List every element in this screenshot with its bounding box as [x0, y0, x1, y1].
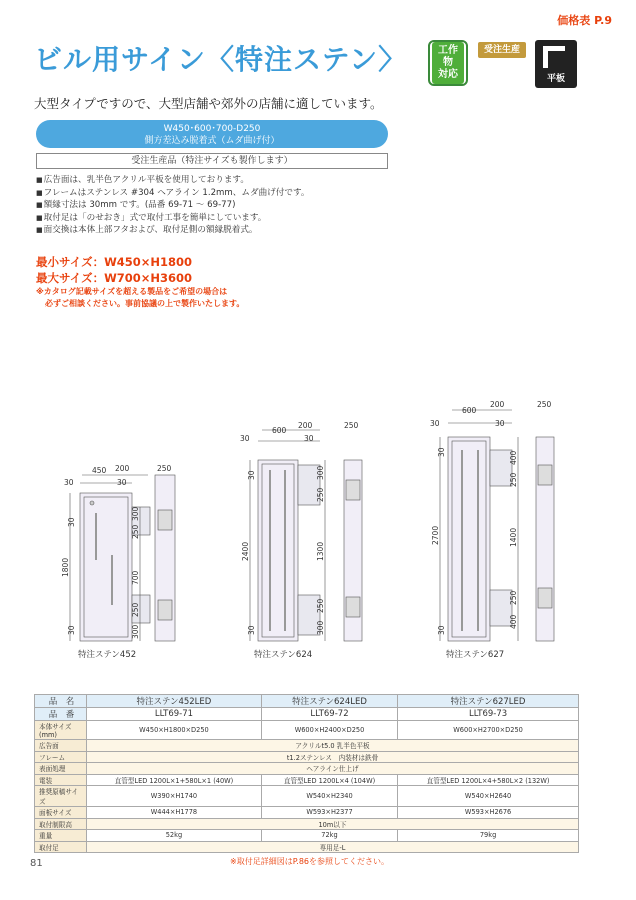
- table-cell: 直管型LED 1200L×1+580L×1 (40W): [87, 774, 262, 786]
- table-cell: t1.2ステンレス 内装材は鉄骨: [87, 751, 579, 763]
- dim-frame-r: 30: [495, 419, 505, 428]
- table-cell: W600×H2700×D250: [398, 721, 579, 740]
- dim-lower: 250: [509, 590, 518, 605]
- table-cell: 専用足-L: [87, 841, 579, 853]
- size-note-2: 必ずご相談ください。事前協議の上で製作いたします。: [45, 299, 245, 308]
- dim-frame-r: 30: [304, 434, 314, 443]
- table-cell: 直管型LED 1200L×4+580L×2 (132W): [398, 774, 579, 786]
- dim-upper: 250: [131, 524, 140, 539]
- dim-lower: 250: [131, 602, 140, 617]
- size-note-1: ※カタログ記載サイズを超える製品をご希望の場合は: [36, 287, 228, 296]
- table-cell: LLT69-72: [261, 708, 397, 721]
- table-header-cell: 品 名: [35, 695, 87, 708]
- table-header-row: [35, 695, 579, 708]
- feature-item: ■ 取付足は「のせおき」式で取付工事を簡単にしています。: [36, 212, 309, 225]
- feature-item: ■ 広告面は、乳半色アクリル平板を使用しております。: [36, 174, 309, 187]
- table-cell: W600×H2400×D250: [261, 721, 397, 740]
- subtitle: 大型タイプですので、大型店舗や郊外の店舗に適しています。: [34, 96, 383, 111]
- table-cell: W540×H2340: [261, 786, 397, 807]
- drawing-624: [250, 430, 362, 641]
- table-cell: ヘアライン仕上げ: [87, 763, 579, 775]
- dim-upper: 300: [316, 465, 325, 480]
- dim-bottom: 30: [67, 625, 76, 635]
- table-cell: W593×H2377: [261, 807, 397, 819]
- spec-band-line2: 側方差込み脱着式（ムダ曲げ付）: [144, 136, 280, 146]
- row-label: 重量: [35, 830, 87, 842]
- made-to-order-badge: 受注生産: [478, 42, 526, 58]
- row-label: 電装: [35, 774, 87, 786]
- dim-foot: 200: [115, 464, 130, 473]
- table-cell: W444×H1778: [87, 807, 262, 819]
- dim-w: 600: [272, 426, 287, 435]
- row-label: 本体サイズ(mm): [35, 721, 87, 740]
- footer-note: ※取付足詳細図はP.86を参照してください。: [230, 857, 390, 866]
- size-notes: [36, 286, 244, 310]
- table-cell: アクリルt5.0 乳半色平板: [87, 740, 579, 752]
- dim-w: 600: [462, 406, 477, 415]
- dim-frame-l: 30: [430, 419, 440, 428]
- table-cell: 品 番: [35, 708, 87, 721]
- table-row: [35, 774, 579, 786]
- drawing-caption: 特注ステン452: [78, 650, 137, 660]
- min-size: 最小サイズ：W450×H1800: [36, 255, 193, 269]
- dim-bottom: 30: [247, 625, 256, 635]
- table-row: [35, 841, 579, 853]
- dim-w: 450: [92, 466, 107, 475]
- dim-upper: 400: [509, 450, 518, 465]
- table-cell: W390×H1740: [87, 786, 262, 807]
- spec-band: [36, 120, 388, 148]
- table-cell: LLT69-73: [398, 708, 579, 721]
- dim-h: 2700: [431, 525, 440, 545]
- price-reference: 価格表 P.9: [557, 14, 612, 27]
- table-header-cell: 特注ステン452LED: [87, 695, 262, 708]
- table-row: [35, 721, 579, 740]
- custom-structure-badge-label: 工作物 対応: [432, 42, 464, 84]
- dim-mid: 1400: [509, 527, 518, 547]
- max-size: 最大サイズ：W700×H3600: [36, 271, 193, 285]
- dim-d: 250: [537, 400, 552, 409]
- drawing-caption: 特注ステン627: [446, 650, 505, 660]
- spec-table: [34, 694, 579, 853]
- page-number: 81: [30, 858, 43, 869]
- flat-panel-label: 平板: [546, 74, 565, 84]
- dim-top: 30: [247, 470, 256, 480]
- feature-list: [36, 174, 309, 237]
- dim-foot: 200: [490, 400, 505, 409]
- sign-body-452: [80, 493, 132, 641]
- dim-d: 250: [157, 464, 172, 473]
- table-cell: 直管型LED 1200L×4 (104W): [261, 774, 397, 786]
- table-row: [35, 786, 579, 807]
- feature-item: ■ 面交換は本体上部フタおよび、取付足側の額縁脱着式。: [36, 224, 309, 237]
- dim-lower2: 300: [131, 624, 140, 639]
- row-label: 取付足: [35, 841, 87, 853]
- flat-panel-badge: [535, 40, 577, 88]
- table-row: [35, 751, 579, 763]
- table-row: [35, 818, 579, 830]
- dim-lower: 250: [316, 598, 325, 613]
- dim-upper2: 300: [131, 506, 140, 521]
- row-label: 表面処理: [35, 763, 87, 775]
- feature-item: ■ 額縁寸法は 30mm です。(品番 69-71 ～ 69-77): [36, 199, 309, 212]
- flat-panel-icon: [543, 46, 565, 68]
- dim-top: 30: [67, 517, 76, 527]
- technical-drawings: [0, 395, 636, 670]
- order-note: 受注生産品（特注サイズも製作します）: [36, 153, 388, 169]
- sign-body-624: [258, 460, 298, 641]
- table-row: [35, 763, 579, 775]
- dim-upper2: 250: [509, 472, 518, 487]
- table-cell: 72kg: [261, 830, 397, 842]
- dim-frame-r: 30: [117, 478, 127, 487]
- row-label: フレーム: [35, 751, 87, 763]
- table-row: [35, 807, 579, 819]
- table-cell: LLT69-71: [87, 708, 262, 721]
- dim-bottom: 30: [437, 625, 446, 635]
- custom-structure-badge: [428, 40, 468, 86]
- drawing-452: [70, 475, 175, 641]
- row-label: 推奨原稿サイズ: [35, 786, 87, 807]
- table-model-row: [35, 708, 579, 721]
- dim-upper2: 250: [316, 487, 325, 502]
- dim-lower2: 400: [509, 614, 518, 629]
- table-cell: W593×H2676: [398, 807, 579, 819]
- spec-band-line1: W450･600･700-D250: [163, 124, 261, 134]
- table-cell: W450×H1800×D250: [87, 721, 262, 740]
- dim-foot: 200: [298, 421, 313, 430]
- drawing-caption: 特注ステン624: [254, 650, 313, 660]
- dim-top: 30: [437, 447, 446, 457]
- page-title: ビル用サイン〈特注ステン〉: [34, 43, 408, 76]
- table-header-cell: 特注ステン627LED: [398, 695, 579, 708]
- table-row: [35, 830, 579, 842]
- row-label: 取付制限高: [35, 818, 87, 830]
- dim-mid: 700: [131, 570, 140, 585]
- drawing-627: [440, 410, 554, 641]
- row-label: 広告面: [35, 740, 87, 752]
- dim-h: 2400: [241, 541, 250, 561]
- table-cell: W540×H2640: [398, 786, 579, 807]
- feature-item: ■ フレームはステンレス #304 ヘアライン 1.2mm、ムダ曲げ付です。: [36, 187, 309, 200]
- dim-frame-l: 30: [240, 434, 250, 443]
- dim-lower2: 300: [316, 620, 325, 635]
- table-cell: 52kg: [87, 830, 262, 842]
- sign-body-627: [448, 437, 490, 641]
- dim-d: 250: [344, 421, 359, 430]
- table-header-cell: 特注ステン624LED: [261, 695, 397, 708]
- row-label: 面板サイズ: [35, 807, 87, 819]
- dim-mid: 1300: [316, 541, 325, 561]
- table-row: [35, 740, 579, 752]
- table-cell: 10m以下: [87, 818, 579, 830]
- table-cell: 79kg: [398, 830, 579, 842]
- dim-h: 1800: [61, 557, 70, 577]
- dim-frame-l: 30: [64, 478, 74, 487]
